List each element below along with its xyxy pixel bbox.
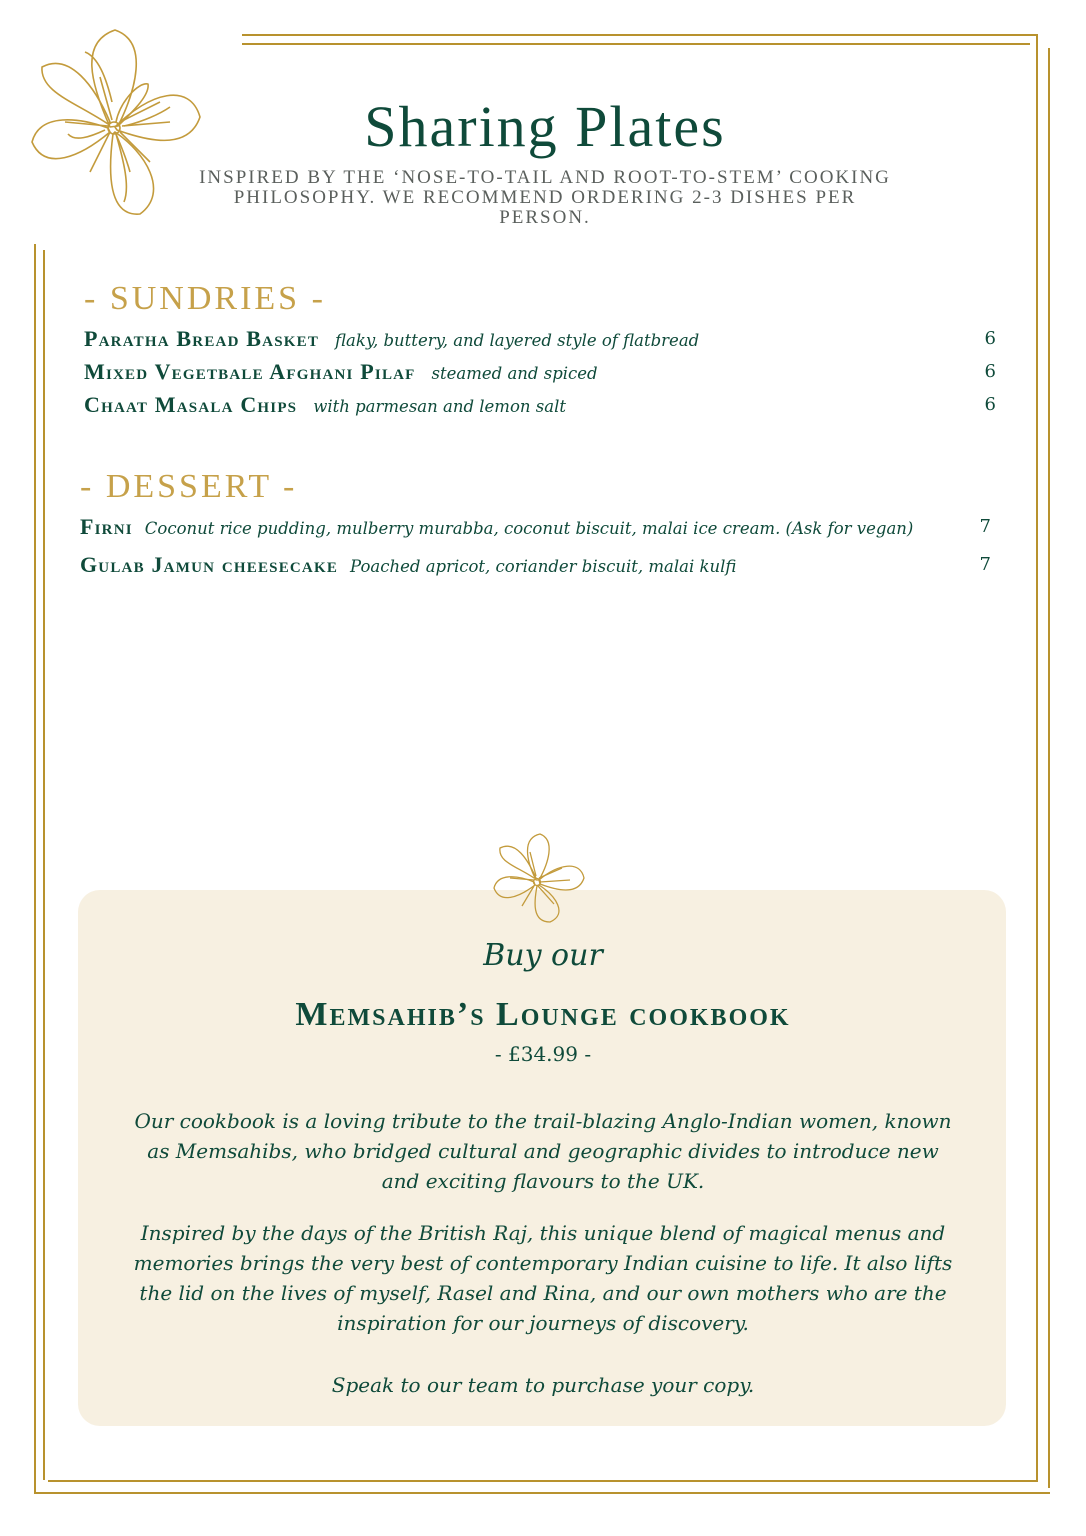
menu-item-name: Paratha Bread Basket <box>84 326 320 351</box>
promo-paragraph: Inspired by the days of the British Raj, this unique blend of magical menus and memories brings the very best of contemporary Indian cuisine to life. It also lifts the lid on the lives of myself, Rasel and Rina, and our own mothers who are the inspiration for our journeys of discovery. <box>133 1221 953 1335</box>
menu-item-name: Mixed Vegetbale Afghani Pilaf <box>84 359 416 384</box>
promo-price: - £34.99 - <box>494 1042 592 1066</box>
menu-item-price: 6 <box>984 361 996 382</box>
menu-item-name: Chaat Masala Chips <box>84 392 298 417</box>
subtitle-line-1: INSPIRED BY THE ‘NOSE-TO-TAIL AND ROOT-TO-STEM’ COOKING <box>199 167 891 188</box>
hibiscus-flower-icon <box>486 830 590 926</box>
menu-item-price: 7 <box>979 554 991 575</box>
menu-item-price: 6 <box>984 328 996 349</box>
promo-title: Memsahib’s Lounge cookbook <box>295 996 791 1033</box>
frame-top-line-inner <box>242 43 1030 45</box>
frame-left-line <box>34 244 36 1494</box>
promo-paragraph: Our cookbook is a loving tribute to the trail-blazing Anglo-Indian women, known as Memsahibs, who bridged cultural and geographic divides to introduce new and exciting flavours to the UK. <box>134 1109 952 1193</box>
subtitle-line-2: PHILOSOPHY. WE RECOMMEND ORDERING 2-3 DISHES PER PERSON. <box>233 187 857 228</box>
menu-item <box>84 359 598 385</box>
frame-left-line-inner <box>43 250 45 1480</box>
promo-lead-script: Buy our <box>483 938 603 973</box>
frame-bottom-line-outer <box>34 1492 1050 1494</box>
menu-item-description: with parmesan and lemon salt <box>313 397 566 416</box>
frame-right-line-outer <box>1048 48 1050 1488</box>
menu-item <box>84 326 699 352</box>
frame-top-line <box>242 34 1036 36</box>
menu-item <box>80 552 736 578</box>
menu-item-name: Firni <box>80 514 133 539</box>
promo-call-to-action: Speak to our team to purchase your copy. <box>331 1373 755 1397</box>
menu-item-name: Gulab Jamun cheesecake <box>80 552 339 577</box>
hibiscus-flower-icon <box>20 22 210 232</box>
section-heading-dessert: - DESSERT - <box>80 468 298 505</box>
menu-item <box>80 514 913 540</box>
page-title: Sharing Plates <box>364 94 726 159</box>
menu-item-description: Poached apricot, coriander biscuit, malai kulfi <box>350 557 737 576</box>
menu-item <box>84 392 566 418</box>
menu-item-description: Coconut rice pudding, mulberry murabba, coconut biscuit, malai ice cream. (Ask for vegan) <box>144 519 914 538</box>
frame-right-line <box>1036 34 1038 1480</box>
menu-item-price: 7 <box>979 516 991 537</box>
frame-bottom-line <box>48 1480 1038 1482</box>
menu-item-description: flaky, buttery, and layered style of flatbread <box>335 331 700 350</box>
menu-item-price: 6 <box>984 394 996 415</box>
menu-item-description: steamed and spiced <box>431 364 598 383</box>
page-subtitle <box>190 168 900 228</box>
section-heading-sundries: - SUNDRIES - <box>84 280 326 317</box>
